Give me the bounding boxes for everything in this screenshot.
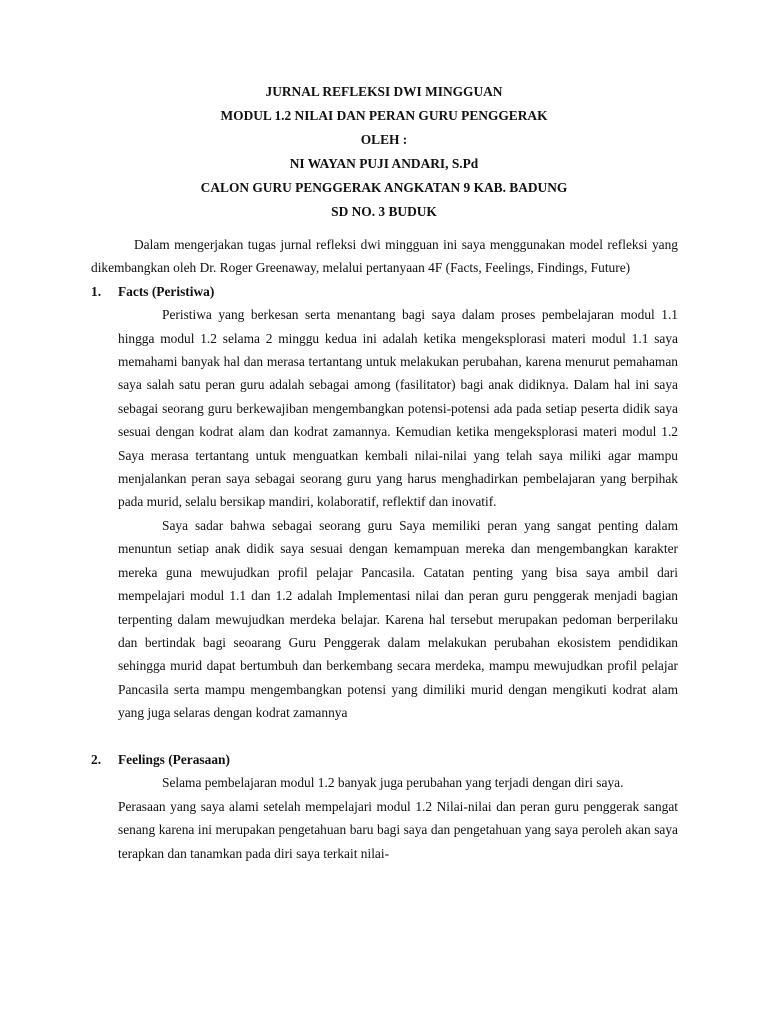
section-body-feelings <box>91 771 678 865</box>
author-role: CALON GURU PENGGERAK ANGKATAN 9 KAB. BADUNG <box>200 180 568 195</box>
intro-paragraph: Dalam mengerjakan tugas jurnal refleksi dwi mingguan ini saya menggunakan model refleksi yang dikembangkan oleh Dr. Roger Greenaway, melalui pertanyaan 4F (Facts, Feelings, Findings, Future) <box>91 237 678 276</box>
module-title: MODUL 1.2 NILAI DAN PERAN GURU PENGGERAK <box>220 108 548 123</box>
journal-title: JURNAL REFLEKSI DWI MINGGUAN <box>265 84 503 99</box>
facts-paragraph-1: Peristiwa yang berkesan serta menantang bagi saya dalam proses pembelajaran modul 1.1 hingga modul 1.2 selama 2 minggu kedua ini adalah ketika mengeksplorasi materi modul 1.1 saya memahami banyak hal dan merasa tertantang untuk melakukan perubahan, karena menurut pemahaman saya salah satu peran guru adalah sebagai among (fasilitator) bagi anak didiknya. Dalam hal ini saya sebagai seorang guru berkewajiban mengembangkan potensi-potensi ada pada setiap peserta didik saya sesuai dengan kodrat alam dan kodrat zamannya. Kemudian ketika mengeksplorasi materi modul 1.2 Saya merasa tertantang untuk menguatkan kembali nilai-nilai yang telah saya miliki agar mampu menjalankan peran saya sebagai seorang guru yang harus menghadirkan pembelajaran yang berpihak pada murid, selalu bersikap mandiri, kolaboratif, reflektif dan inovatif. <box>118 307 678 510</box>
section-heading-facts <box>91 280 678 303</box>
feelings-paragraph-2: Perasaan yang saya alami setelah mempelajari modul 1.2 Nilai-nilai dan peran guru penggerak sangat senang karena ini merupakan pengetahuan baru bagi saya dan pengetahuan yang saya peroleh akan saya terapkan dan tanamkan pada diri saya terkait nilai- <box>118 798 678 861</box>
document-body <box>91 233 678 865</box>
document-header <box>0 80 768 224</box>
section-title: Feelings (Perasaan) <box>118 751 230 767</box>
section-number: 2. <box>91 751 102 767</box>
facts-paragraph-2: Saya sadar bahwa sebagai seorang guru Saya memiliki peran yang sangat penting dalam menuntun setiap anak didik saya sesuai dengan kemampuan mereka dan mengembangkan karakter mereka guna mewujudkan profil pelajar Pancasila. Catatan penting yang bisa saya ambil dari mempelajari modul 1.1 dan 1.2 adalah Implementasi nilai dan peran guru penggerak menjadi bagian terpenting dalam mewujudkan merdeka belajar. Karena hal tersebut merupakan pedoman berperilaku dan bertindak bagi seoarang Guru Penggerak dalam melakukan perubahan ekosistem pendidikan sehingga murid dapat bertumbuh dan berkembang secara merdeka, mampu mewujudkan profil pelajar Pancasila serta mampu mengembangkan potensi yang dimiliki murid dengan mengikuti kodrat alam yang juga selaras dengan kodrat zamannya <box>118 517 678 721</box>
school-name: SD NO. 3 BUDUK <box>331 204 437 219</box>
author-name: NI WAYAN PUJI ANDARI, S.Pd <box>289 156 479 171</box>
section-title: Facts (Peristiwa) <box>118 283 215 299</box>
feelings-paragraph-1: Selama pembelajaran modul 1.2 banyak juga perubahan yang terjadi dengan diri saya. <box>162 775 624 791</box>
by-label: OLEH : <box>360 132 408 147</box>
section-heading-feelings <box>91 748 678 771</box>
section-number: 1. <box>91 283 102 299</box>
section-spacer <box>91 725 678 748</box>
section-body-facts <box>91 303 678 724</box>
